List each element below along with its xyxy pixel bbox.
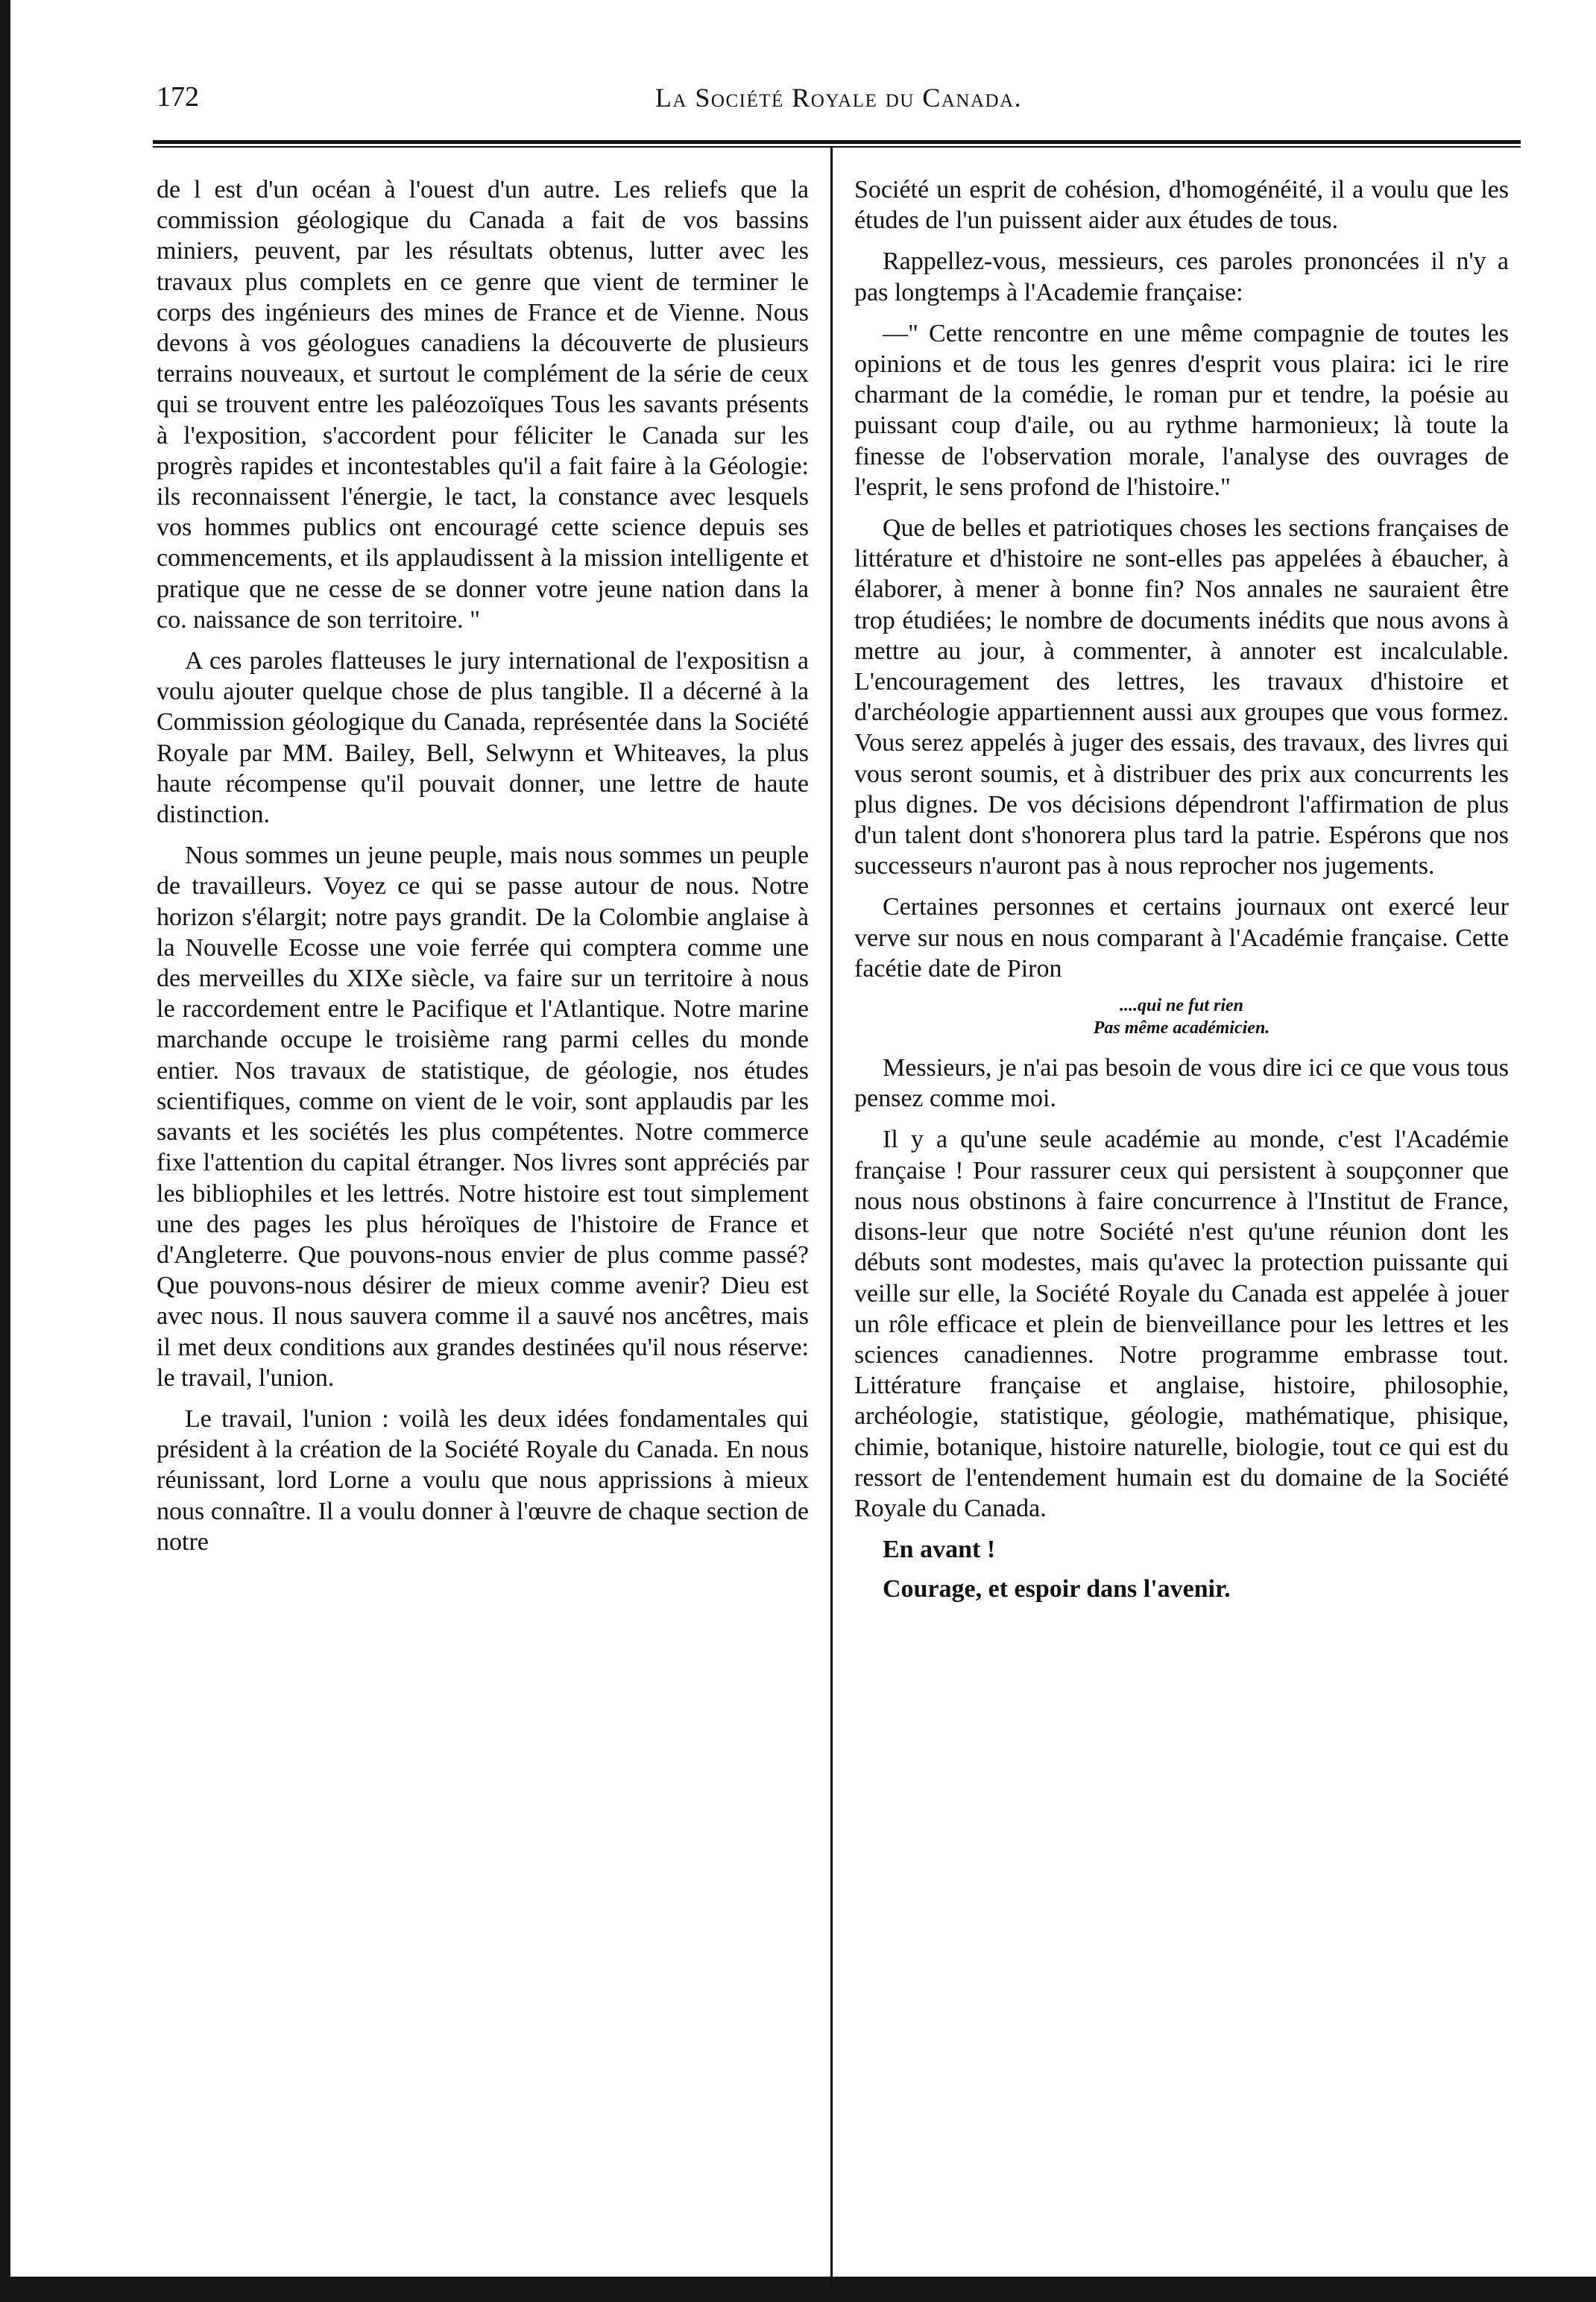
paragraph: de l est d'un océan à l'ouest d'un autre. Les reliefs que la commission géologique du Canada a fait de vos bassins miniers, peuvent, par les résultats obtenus, lutter avec les travaux plus complets en ce genre que vient de terminer le corps des ingénieurs des mines de France et de Vienne. Nous devons à vos géologues canadiens la découverte de plusieurs terrains nouveaux, et surtout le complément de la série de ceux qui se trouvent entre les paléozoïques Tous les savants présents à l'exposition, s'accordent pour féliciter le Canada sur les progrès rapides et incontestables qu'il a fait faire à la Géologie: ils reconnaissent l'énergie, le tact, la constance avec lesquels vos hommes publics ont encouragé cette science depuis ses commencements, et ils applaudissent à la mission intelligente et pratique que ne cesse de se donner votre jeune nation dans la co. naissance de son territoire. "	[157, 176, 809, 634]
paragraph: Le travail, l'union : voilà les deux idées fondamentales qui président à la création de la Société Royale du Canada. En nous réunissant, lord Lorne a voulu que nous apprissions à mieux nous connaître. Il a voulu donner à l'œuvre de chaque section de notre	[157, 1404, 809, 1556]
paragraph: Messieurs, je n'ai pas besoin de vous dire ici ce que vous tous pensez comme moi.	[854, 1054, 1509, 1113]
scan-bottom-edge	[0, 2277, 1596, 2302]
verse-quote	[854, 994, 1509, 1039]
right-column	[854, 174, 1509, 1614]
paragraph: A ces paroles flatteuses le jury international de l'expositisn a voulu ajouter quelque chose de plus tangible. Il a décerné à la Commission géologique du Canada, représentée dans la Société Royale par MM. Bailey, Bell, Selwynn et Whiteaves, la plus haute récompense qu'il pouvait donner, une lettre de haute distinction.	[157, 647, 809, 829]
left-column	[157, 174, 809, 1568]
paragraph: Certaines personnes et certains journaux ont exercé leur verve sur nous en nous comparant à l'Académie française. Cette facétie date de Piron	[854, 893, 1509, 983]
verse-line: ....qui ne fut rien	[1119, 996, 1244, 1016]
closing-line: En avant !	[883, 1536, 996, 1564]
quotation-paragraph: —" Cette rencontre en une même compagnie de toutes les opinions et de tous les genres d'esprit vous plaira: ici le rire charmant de la comédie, le roman pur et tendre, la poésie au puissant coup d'aile, ou au rythme harmonieux; là toute la finesse de l'observation morale, l'analyse des ouvrages de l'esprit, le sens profond de l'histoire."	[854, 319, 1509, 501]
scan-left-edge	[0, 0, 10, 2302]
closing-line: Courage, et espoir dans l'avenir.	[883, 1575, 1231, 1603]
page-header	[157, 81, 1521, 133]
verse-line: Pas même académicien.	[1093, 1018, 1270, 1038]
paragraph: Que de belles et patriotiques choses les sections françaises de littérature et d'histoire ne sont-elles pas appelées à ébaucher, à élaborer, à mener à bonne fin? Nos annales ne sauraient être trop étudiées; le nombre de documents inédits que nous avons à mettre au jour, à commenter, à annoter est incalculable. L'encouragement des lettres, les travaux d'histoire et d'archéologie appartiennent aussi aux groupes que vous formez. Vous serez appelés à juger des essais, des travaux, des livres qui vous seront soumis, et à distribuer des prix aux concurrents les plus dignes. De vos décisions dépendront l'affirmation de plus d'un talent dont s'honorera plus tard la patrie. Espérons que nos successeurs n'auront pas à nous reprocher nos jugements.	[854, 514, 1509, 880]
page-number: 172	[157, 81, 199, 113]
paragraph: Il y a qu'une seule académie au monde, c'est l'Académie française ! Pour rassurer ceux qui persistent à soupçonner que nous nous obstinons à faire concurrence à l'Institut de France, disons-leur que notre Société n'est qu'une réunion dont les débuts sont modestes, mais qu'avec la protection puissante qui veille sur elle, la Société Royale du Canada est appelée à jouer un rôle efficace et plein de bienveillance pour les lettres et les sciences canadiennes. Notre programme embrasse tout. Littérature française et anglaise, histoire, philosophie, archéologie, statistique, géologie, mathématique, phisique, chimie, botanique, histoire naturelle, biologie, tout ce qui est du ressort de l'entendement humain est du domaine de la Société Royale du Canada.	[854, 1126, 1509, 1522]
running-head: La Société Royale du Canada.	[655, 83, 1023, 113]
paragraph: Nous sommes un jeune peuple, mais nous sommes un peuple de travailleurs. Voyez ce qui se passe autour de nous. Notre horizon s'élargit; notre pays grandit. De la Colombie anglaise à la Nouvelle Ecosse une voie ferrée qui comptera comme une des merveilles du XIXe siècle, va faire sur un territoire à nous le raccordement entre le Pacifique et l'Atlantique. Notre marine marchande occupe le troisième rang parmi celles du monde entier. Nos travaux de statistique, de géologie, nos études scientifiques, comme on vient de le voir, sont applaudis par les savants et les sociétés les plus compétentes. Notre commerce fixe l'attention du capital étranger. Nos livres sont appréciés par les bibliophiles et les lettrés. Notre histoire est tout simplement une des pages les plus héroïques de l'histoire de France et d'Angleterre. Que pouvons-nous envier de plus comme passé? Que pouvons-nous désirer de mieux comme avenir? Dieu est avec nous. Il nous sauvera comme il a sauvé nos ancêtres, mais il met deux conditions aux grandes destinées qu'il nous réserve: le travail, l'union.	[157, 842, 809, 1392]
paragraph: Société un esprit de cohésion, d'homogénéité, il a voulu que les études de l'un puissent aider aux études de tous.	[854, 176, 1509, 235]
paragraph: Rappellez-vous, messieurs, ces paroles prononcées il n'y a pas longtemps à l'Academie française:	[854, 247, 1509, 306]
column-divider	[830, 146, 833, 2286]
header-rule	[153, 140, 1521, 148]
